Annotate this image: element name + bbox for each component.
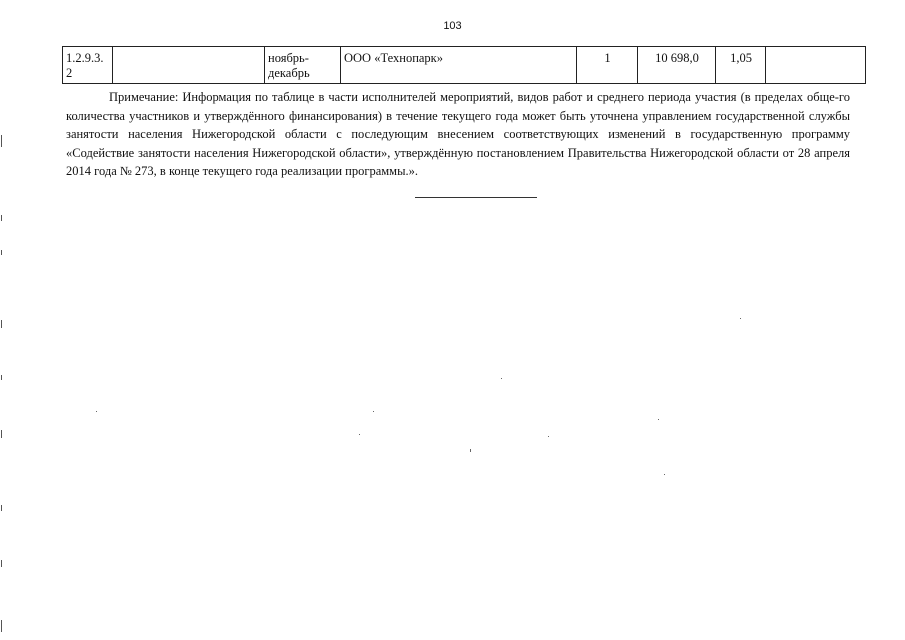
program-table <box>62 46 866 84</box>
scan-speck <box>470 449 471 452</box>
amount-cell <box>638 47 716 84</box>
empty-cell <box>113 47 265 84</box>
scan-speck <box>96 411 97 412</box>
item-number-cell <box>63 47 113 84</box>
scan-speck <box>373 411 374 412</box>
scan-edge-mark <box>1 430 2 438</box>
end-rule <box>415 197 537 198</box>
executor: ООО «Технопарк» <box>344 51 443 65</box>
empty-cell <box>766 47 866 84</box>
scan-edge-mark <box>1 320 2 328</box>
scan-speck <box>359 434 360 435</box>
scan-speck <box>501 378 502 379</box>
participants-cell <box>577 47 638 84</box>
table-row <box>63 47 866 84</box>
scan-edge-mark <box>1 375 2 380</box>
item-number: 1.2.9.3. 2 <box>66 51 104 80</box>
amount: 10 698,0 <box>655 51 699 65</box>
scan-edge-mark <box>1 135 2 147</box>
scan-speck <box>740 318 741 319</box>
executor-cell <box>341 47 577 84</box>
period-cell <box>265 47 341 84</box>
ratio-cell <box>716 47 766 84</box>
scan-edge-mark <box>1 215 2 221</box>
scan-edge-mark <box>1 560 2 567</box>
period: ноябрь- декабрь <box>268 51 310 80</box>
scan-edge-mark <box>1 620 2 632</box>
ratio: 1,05 <box>730 51 752 65</box>
page-number: 103 <box>443 20 462 32</box>
scan-edge-mark <box>1 505 2 511</box>
scan-edge-mark <box>1 250 2 255</box>
scan-speck <box>658 419 659 420</box>
scan-speck <box>548 436 549 437</box>
note-paragraph: Примечание: Информация по таблице в части исполнителей мероприятий, видов работ и среднего периода участия (в пределах обще-го количества участников и утверждённого финансирования) в течение текущего года может быть уточнена управлением государственной службы занятости населения Нижегородской области с последующим внесением соответствующих изменений в государственную программу «Содействие занятости населения Нижегородской области», утверждённую постановлением Правительства Нижегородской области от 28 апреля 2014 года № 273, в конце текущего года реализации программы.». <box>66 90 850 178</box>
scan-speck <box>664 474 665 475</box>
participants: 1 <box>604 51 611 65</box>
